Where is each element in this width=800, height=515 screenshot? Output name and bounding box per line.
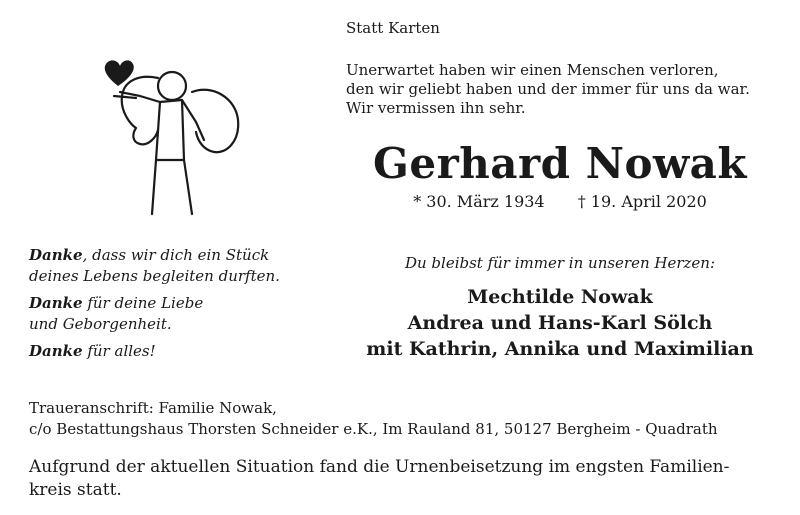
burial-notice: [29, 456, 774, 502]
danke-line-4: und Geborgenheit.: [29, 315, 172, 333]
danke-line-3: Danke für deine Liebe: [29, 294, 204, 312]
mourners-list: [330, 284, 790, 362]
mourner-line-3: mit Kathrin, Annika und Maximilian: [366, 338, 754, 360]
address-line-1: Traueranschrift: Familie Nowak,: [29, 399, 277, 417]
angel-with-heart-icon: [100, 56, 245, 221]
life-dates: [330, 192, 790, 211]
death-date: † 19. April 2020: [577, 192, 707, 211]
address-line-2: c/o Bestattungshaus Thorsten Schneider e.K., Im Rauland 81, 50127 Bergheim - Quadrath: [29, 420, 718, 438]
mourner-line-1: Mechtilde Nowak: [467, 286, 653, 308]
mourning-address: [29, 398, 718, 440]
deceased-name: Gerhard Nowak: [373, 139, 747, 188]
intro-text: [346, 61, 750, 118]
danke-word-1: Danke: [29, 246, 83, 264]
intro-line-3: Wir vermissen ihn sehr.: [346, 99, 526, 117]
danke-block: [29, 245, 280, 362]
statt-karten: Statt Karten: [346, 19, 440, 37]
danke-line-2: deines Lebens begleiten durften.: [29, 267, 280, 285]
intro-line-2: den wir geliebt haben und der immer für uns da war.: [346, 80, 750, 98]
mourner-line-2: Andrea und Hans-Karl Sölch: [407, 312, 713, 334]
notice-line-2: kreis statt.: [29, 480, 122, 500]
danke-word-3: Danke: [29, 342, 83, 360]
mourners-heading: Du bleibst für immer in unseren Herzen:: [404, 254, 716, 272]
danke-line-1: Danke, dass wir dich ein Stück: [29, 246, 270, 264]
birth-date: * 30. März 1934: [413, 192, 545, 211]
intro-line-1: Unerwartet haben wir einen Menschen verloren,: [346, 61, 719, 79]
danke-line-5: Danke für alles!: [29, 342, 156, 360]
notice-line-1: Aufgrund der aktuellen Situation fand die Urnenbeisetzung im engsten Familien-: [29, 457, 730, 477]
danke-word-2: Danke: [29, 294, 83, 312]
